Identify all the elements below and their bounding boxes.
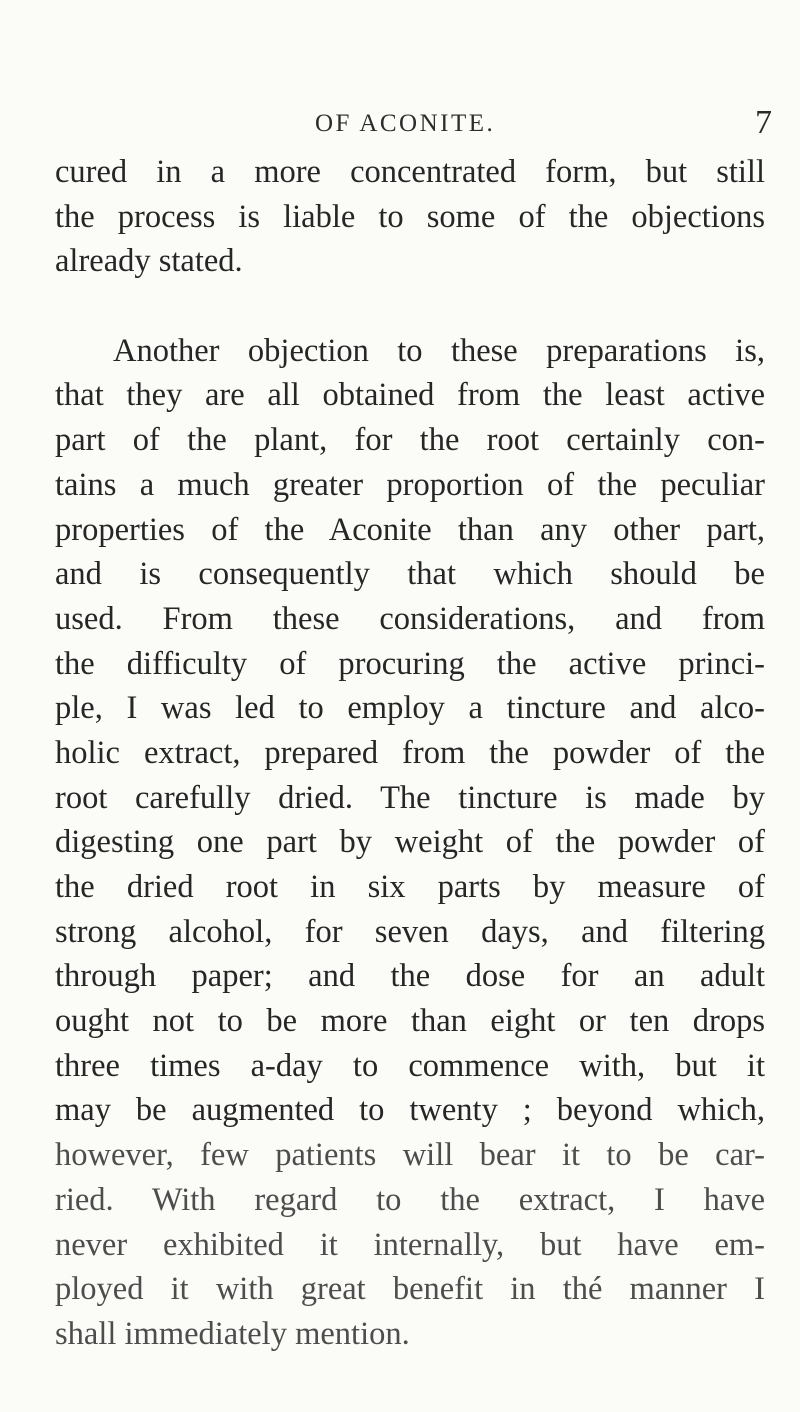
text-line: used. From these considerations, and from — [55, 600, 765, 637]
text-line: never exhibited it internally, but have em- — [55, 1226, 765, 1263]
text-line: cured in a more concentrated form, but still — [55, 154, 765, 190]
text-line: tains a much greater proportion of the peculiar — [55, 466, 765, 503]
text-line: the dried root in six parts by measure of — [55, 869, 765, 905]
text-line: root carefully dried. The tincture is made by — [55, 779, 765, 816]
text-line: already stated. — [55, 243, 243, 280]
text-line: ought not to be more than eight or ten drops — [55, 1003, 765, 1040]
text-line: three times a-day to commence with, but it — [55, 1047, 765, 1084]
text-line: strong alcohol, for seven days, and filtering — [55, 913, 765, 950]
text-line: ployed it with great benefit in thé manner I — [55, 1271, 765, 1308]
text-line: ried. With regard to the extract, I have — [55, 1181, 765, 1218]
text-line: digesting one part by weight of the powder of — [55, 824, 765, 861]
text-line: shall immediately mention. — [55, 1315, 410, 1352]
page-number: 7 — [755, 104, 772, 141]
text-line: the process is liable to some of the objections — [55, 198, 765, 235]
text-line: holic extract, prepared from the powder of the — [55, 734, 765, 771]
text-line: through paper; and the dose for an adult — [55, 958, 765, 995]
paragraph-1 — [55, 150, 765, 284]
text-line: the difficulty of procuring the active princi- — [55, 645, 765, 682]
paragraph-gap — [55, 284, 765, 329]
text-line: Another objection to these preparations is, — [113, 332, 765, 369]
text-line: that they are all obtained from the least active — [55, 377, 765, 414]
body-text — [55, 150, 765, 1357]
text-line: properties of the Aconite than any other part, — [55, 511, 765, 548]
text-line: ple, I was led to employ a tincture and alco- — [55, 690, 765, 727]
text-line: and is consequently that which should be — [55, 556, 765, 593]
paragraph-2 — [55, 329, 765, 1357]
running-title: OF ACONITE. — [315, 110, 496, 137]
text-line: may be augmented to twenty ; beyond which, — [55, 1092, 765, 1129]
running-head — [0, 104, 800, 144]
text-line: however, few patients will bear it to be car- — [55, 1137, 765, 1174]
text-line: part of the plant, for the root certainly con- — [55, 422, 765, 459]
